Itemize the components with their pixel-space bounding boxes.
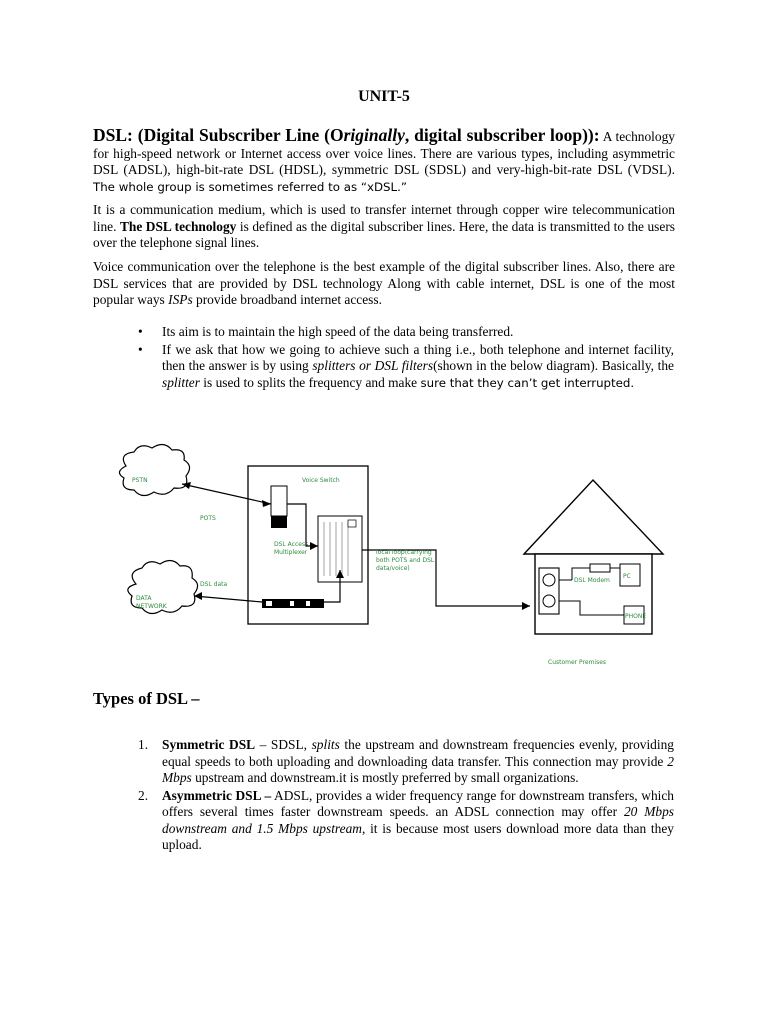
intro-paragraph <box>93 127 675 195</box>
dsl-term: DSL: (Digital Subscriber Line (Originally, digital subscriber loop)): <box>93 125 600 145</box>
intro-xdsl: The whole group is sometimes referred to as “xDSL.” <box>93 179 407 194</box>
pots-label: POTS <box>200 515 216 522</box>
intro-text: A technology for high-speed network or Internet access over voice lines. There are various types, including asymmetric DSL (ADSL), high-bit-rate DSL (HDSL), symmetric DSL (SDSL) and very-high-bit-rate DSL (VDSL). <box>93 129 675 177</box>
list-item: • Its aim is to maintain the high speed of the data being transferred. <box>138 324 514 339</box>
pc-label: PC <box>623 573 631 580</box>
data-network-label: DATA <box>136 595 152 602</box>
data-network-cloud <box>128 560 198 613</box>
voice-switch-label: Voice Switch <box>302 477 340 484</box>
dsl-network-diagram <box>90 440 690 680</box>
dslam-label-2: Multiplexer <box>274 549 308 556</box>
list-item: • If we ask that how we going to achieve such a thing i.e., both telephone and internet facility, then the answer is by using splitters or DSL filters(shown in the below diagram). Basically, the splitter is used to splits the frequency and make sure that they can’t get interrupted. <box>138 341 675 390</box>
dsl-data-label: DSL data <box>200 581 228 588</box>
page-title: UNIT-5 <box>358 88 410 105</box>
voice-switch-icon <box>271 486 287 516</box>
data-network-label-2: NETWORK <box>136 603 167 610</box>
paragraph-medium: It is a communication medium, which is used to transfer internet through copper wire telecommunication line. The DSL technology is defined as the digital subscriber lines. Here, the data is transmitted to the users over the telephone signal lines. <box>93 202 676 250</box>
local-loop-label-2: both POTS and DSL <box>376 557 435 564</box>
pstn-cloud <box>119 444 189 495</box>
dsl-modem-icon <box>590 564 610 572</box>
types-heading: Types of DSL – <box>93 689 200 708</box>
dslam-label: DSL Access <box>274 541 309 548</box>
voice-switch-base <box>271 516 287 528</box>
customer-premises-label: Customer Premises <box>548 659 607 666</box>
types-list <box>138 737 674 855</box>
pstn-label: PSTN <box>132 477 148 484</box>
list-item: 2. Asymmetric DSL – ADSL, provides a wider frequency range for downstream transfers, which offers several times faster downstream speeds. an ADSL connection may offer 20 Mbps downstream and 1.5 Mbps upstream, it is because most users download more data than they upload. <box>138 787 674 852</box>
local-loop-label: local loop(carrying <box>376 549 432 556</box>
phone-label: PHONE <box>625 613 647 620</box>
local-loop-label-3: data/voice) <box>376 565 410 572</box>
paragraph-voice: Voice communication over the telephone is the best example of the digital subscriber lines. Also, there are DSL services that are provided by DSL technology Along with cable internet, DSL is one of the most popular ways ISPs provide broadband internet access. <box>93 259 675 307</box>
dsl-modem-label: DSL Modem <box>574 577 610 584</box>
list-item: 1. Symmetric DSL – SDSL, splits the upstream and downstream frequencies evenly, providing equal speeds to both uploading and downloading data transfer. This connection may provide 2 Mbps upstream and downstream.it is mostly preferred by small organizations. <box>138 737 674 785</box>
bullet-list <box>138 324 674 392</box>
